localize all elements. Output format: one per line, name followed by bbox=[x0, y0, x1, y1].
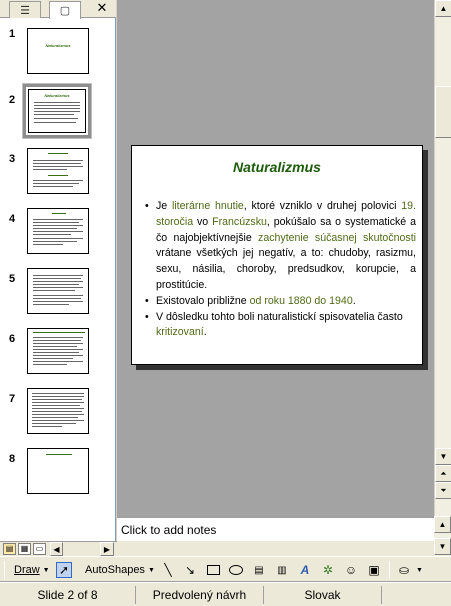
arrow-down-icon: ▼ bbox=[438, 542, 447, 551]
oval-icon bbox=[229, 565, 243, 575]
wordart-icon: A bbox=[300, 563, 310, 577]
picture-icon: ▣ bbox=[368, 563, 380, 577]
highlighted-text: Francúzsku bbox=[212, 215, 267, 228]
highlighted-text: literárne hnutie bbox=[171, 200, 244, 212]
highlighted-text: od roku 1880 do 1940 bbox=[249, 294, 353, 307]
arrow-left-icon: ◀ bbox=[53, 544, 60, 554]
vertical-text-box-button[interactable] bbox=[274, 562, 290, 578]
slide-canvas bbox=[117, 0, 434, 516]
current-slide[interactable] bbox=[131, 145, 423, 365]
thumbnail-number: 1 bbox=[9, 28, 16, 40]
outline-icon: ☰ bbox=[20, 4, 30, 17]
thumbnail-preview bbox=[27, 328, 89, 374]
slide-thumbnail-7[interactable] bbox=[0, 388, 116, 438]
slide-thumbnail-5[interactable] bbox=[0, 268, 116, 318]
slide-sorter-icon: ▦ bbox=[20, 544, 29, 553]
slide-sorter-view-button[interactable] bbox=[18, 543, 31, 555]
line-tool-button[interactable] bbox=[160, 562, 176, 578]
clip-art-button[interactable] bbox=[343, 562, 359, 578]
notes-scroll-up-button[interactable] bbox=[434, 516, 451, 533]
clip-art-icon: ☺ bbox=[344, 563, 358, 577]
arrow-line-icon: ↘ bbox=[184, 563, 196, 577]
slide-thumbnail-3[interactable] bbox=[0, 148, 116, 198]
autoshapes-menu-button[interactable] bbox=[85, 561, 155, 579]
wordart-button[interactable] bbox=[297, 562, 313, 578]
scroll-right-button[interactable] bbox=[100, 542, 114, 556]
body-text: Je bbox=[156, 200, 172, 212]
thumbnail-number: 6 bbox=[9, 333, 16, 345]
scroll-down-button[interactable] bbox=[435, 448, 451, 465]
slide-title[interactable]: Naturalizmus bbox=[233, 159, 321, 175]
slide-thumbnail-2[interactable] bbox=[0, 84, 116, 140]
normal-view-button[interactable] bbox=[3, 543, 16, 555]
notes-scroll-down-button[interactable] bbox=[434, 538, 451, 555]
pointer-arrow-icon: ➚ bbox=[58, 563, 70, 577]
body-text: V dôsledku tohto boli naturalistickí spisovatelia často bbox=[156, 310, 403, 323]
paint-bucket-icon: ⛀ bbox=[398, 563, 410, 577]
thumbnail-preview bbox=[27, 388, 89, 434]
select-objects-button[interactable] bbox=[56, 562, 72, 578]
slide-thumbnail-6[interactable] bbox=[0, 328, 116, 378]
close-icon: ✕ bbox=[96, 0, 108, 15]
double-arrow-down-icon: ⏷ bbox=[440, 485, 447, 495]
slides-icon: ▢ bbox=[59, 5, 71, 17]
scroll-up-button[interactable] bbox=[435, 0, 451, 17]
draw-label: Draw bbox=[14, 564, 40, 576]
slide-show-icon: ▭ bbox=[35, 544, 44, 553]
thumbnail-preview bbox=[23, 84, 91, 138]
highlighted-text: kritizovaní bbox=[156, 326, 204, 339]
thumbnail-preview bbox=[27, 148, 89, 194]
arrow-up-icon: ▲ bbox=[439, 4, 448, 13]
thumbnail-number: 2 bbox=[9, 94, 16, 106]
body-text: , pokúšalo sa o systematické a čo najobjektívnejšie bbox=[156, 215, 417, 244]
view-buttons-bar bbox=[0, 541, 117, 556]
slides-pane bbox=[0, 0, 116, 541]
body-text: , ktoré vzniklo v druhej polovici bbox=[243, 200, 402, 212]
pane-tab-strip bbox=[0, 0, 116, 18]
vertical-text-box-icon: ▥ bbox=[277, 564, 287, 576]
slides-tab[interactable] bbox=[49, 1, 81, 19]
highlighted-text: 19. storočia bbox=[156, 200, 416, 228]
arrow-up-icon: ▲ bbox=[438, 520, 447, 529]
thumbnail-preview bbox=[27, 28, 89, 74]
next-slide-button[interactable] bbox=[435, 482, 451, 499]
thumbnail-preview bbox=[27, 448, 89, 494]
slide-bullet bbox=[144, 294, 416, 310]
text-box-icon: ▤ bbox=[254, 564, 264, 576]
thumbnail-number: 5 bbox=[9, 273, 16, 285]
normal-view-icon: ▤ bbox=[5, 544, 14, 553]
close-pane-button[interactable] bbox=[95, 1, 109, 15]
scroll-thumb[interactable] bbox=[435, 86, 451, 138]
slide-thumbnail-4[interactable] bbox=[0, 208, 116, 258]
highlighted-text: zachytenie súčasnej skutočnosti bbox=[258, 231, 416, 244]
dropdown-arrow-icon: ▼ bbox=[147, 566, 155, 574]
autoshapes-label: AutoShapes bbox=[85, 564, 145, 576]
language-indicator: Slovak bbox=[264, 586, 382, 604]
body-text: Existovalo približne bbox=[156, 294, 250, 307]
text-box-button[interactable] bbox=[251, 562, 267, 578]
slide-thumbnail-8[interactable] bbox=[0, 448, 116, 498]
dropdown-arrow-icon: ▼ bbox=[416, 566, 423, 574]
thumbnail-title: Naturalizmus bbox=[45, 43, 71, 48]
slide-position: Slide 2 of 8 bbox=[0, 586, 136, 604]
draw-menu-button[interactable] bbox=[14, 561, 50, 579]
fill-color-button[interactable] bbox=[396, 562, 412, 578]
notes-scrollbar[interactable] bbox=[434, 516, 451, 556]
body-text: vo bbox=[193, 215, 213, 228]
insert-picture-button[interactable] bbox=[366, 562, 382, 578]
diagram-icon: ✲ bbox=[322, 563, 334, 577]
thumbnail-preview bbox=[27, 268, 89, 314]
drawing-toolbar bbox=[0, 556, 451, 582]
vertical-scrollbar[interactable] bbox=[434, 0, 451, 516]
arrow-down-icon: ▼ bbox=[439, 452, 448, 461]
body-text: vrátane všetkých jej negatív, a to: chudoby, rasizmu, sexu, násilia, choroby, predsudkov, korupcie, a prostitúcie. bbox=[156, 247, 416, 291]
status-bar bbox=[0, 582, 451, 606]
previous-slide-button[interactable] bbox=[435, 465, 451, 482]
slide-body-text[interactable] bbox=[144, 199, 416, 341]
fill-color-dropdown[interactable] bbox=[416, 561, 423, 579]
thumbnail-number: 3 bbox=[9, 153, 16, 165]
slide-bullet bbox=[144, 310, 416, 342]
thumbnail-number: 8 bbox=[9, 453, 16, 465]
outline-tab[interactable] bbox=[9, 1, 41, 18]
thumbnail-title: Naturalizmus bbox=[44, 93, 70, 98]
diagram-button[interactable] bbox=[320, 562, 336, 578]
thumbnail-number: 4 bbox=[9, 213, 16, 225]
notes-pane[interactable] bbox=[117, 516, 434, 541]
design-template-name: Predvolený návrh bbox=[136, 586, 264, 604]
arrow-right-icon: ▶ bbox=[103, 544, 111, 554]
line-icon: ╲ bbox=[164, 563, 172, 577]
rectangle-icon bbox=[207, 565, 220, 575]
dropdown-arrow-icon: ▼ bbox=[42, 566, 50, 574]
arrow-tool-button[interactable] bbox=[182, 562, 198, 578]
slide-bullet bbox=[144, 199, 416, 294]
body-text: . bbox=[352, 294, 356, 307]
oval-tool-button[interactable] bbox=[228, 562, 244, 578]
body-text: . bbox=[203, 326, 207, 339]
scroll-left-button[interactable] bbox=[50, 542, 63, 556]
horizontal-scroll-area bbox=[117, 541, 434, 556]
rectangle-tool-button[interactable] bbox=[205, 562, 221, 578]
slide-show-button[interactable] bbox=[33, 543, 46, 555]
double-arrow-up-icon: ⏶ bbox=[440, 468, 447, 478]
thumbnail-preview bbox=[27, 208, 89, 254]
notes-placeholder[interactable]: Click to add notes bbox=[121, 523, 217, 537]
thumbnail-number: 7 bbox=[9, 393, 16, 405]
slide-thumbnail-1[interactable] bbox=[0, 28, 116, 78]
